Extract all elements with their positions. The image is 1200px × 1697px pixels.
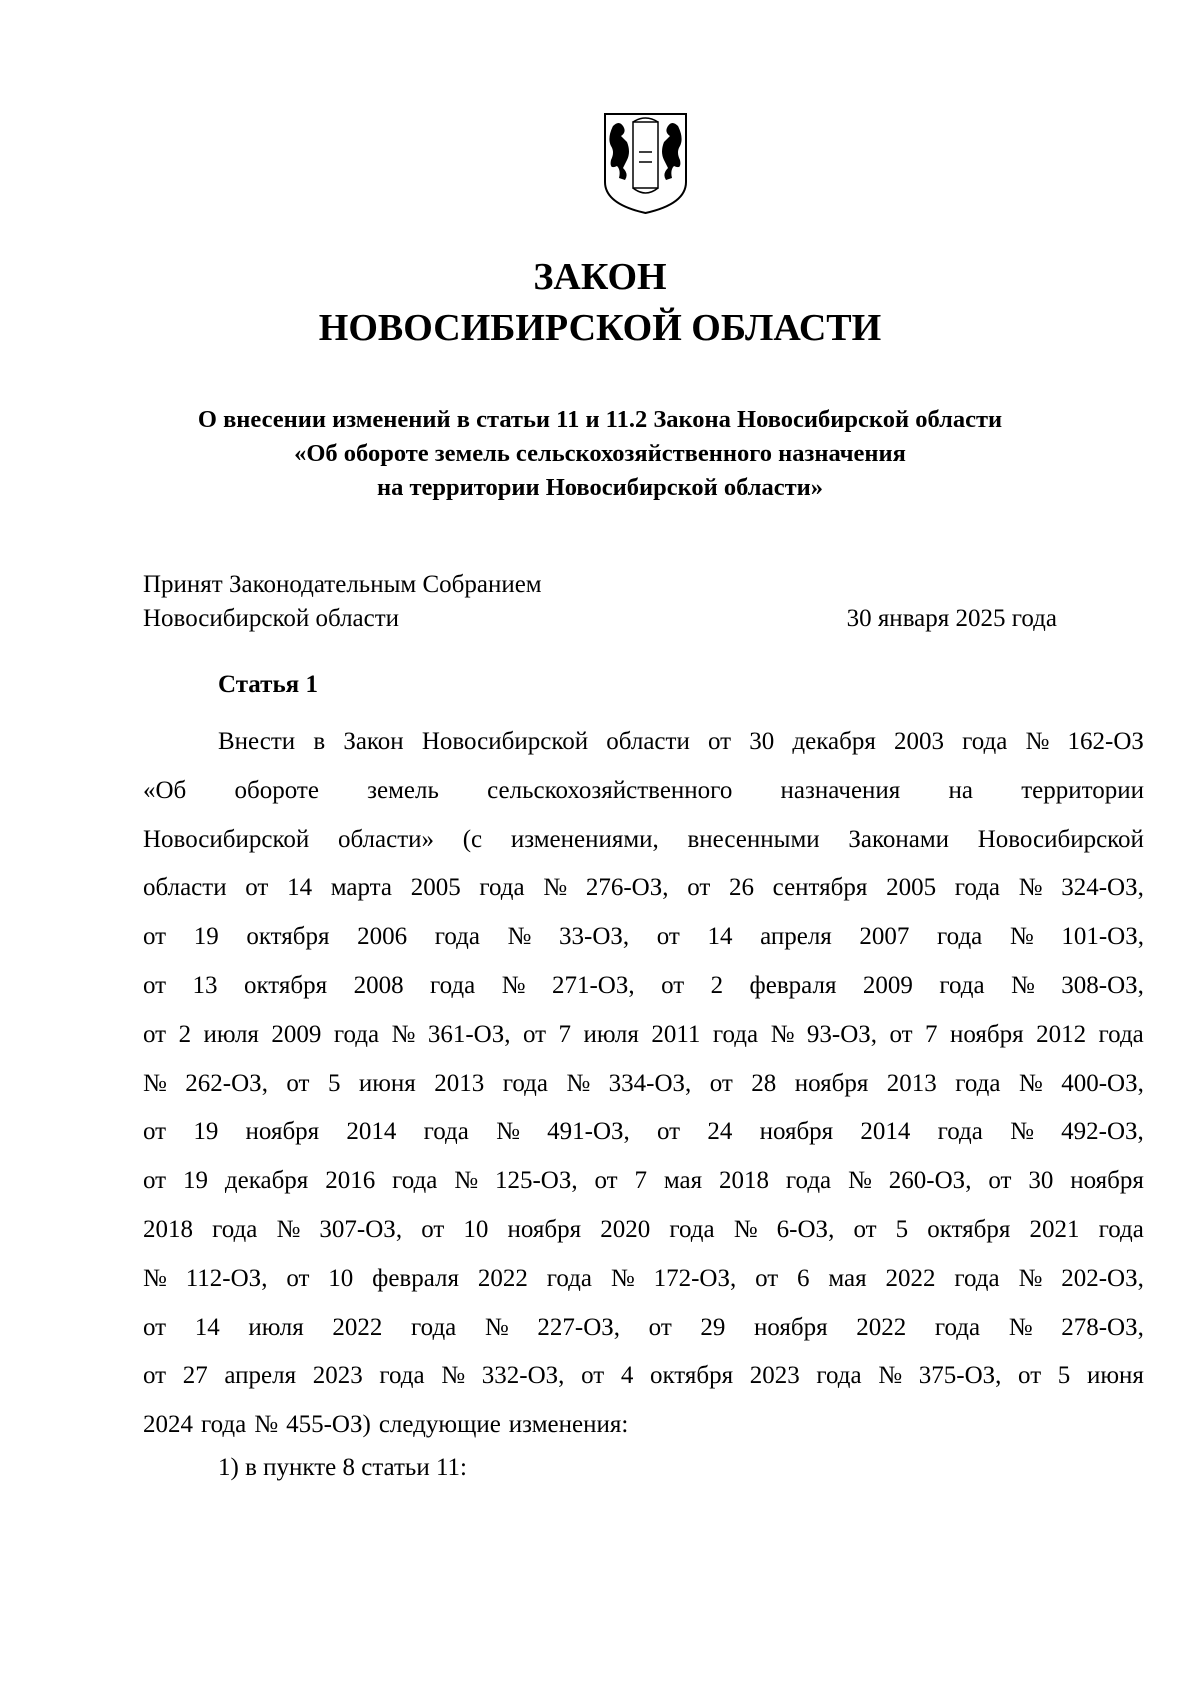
body-word: года (939, 971, 985, 999)
body-word: 24 (707, 1118, 733, 1146)
body-word: территории (1021, 776, 1144, 804)
body-word: 262-ОЗ, (185, 1069, 268, 1097)
body-word: от (143, 923, 167, 951)
body-word: от (853, 1215, 877, 1243)
body-word: года (669, 1215, 715, 1243)
body-word: от (708, 728, 732, 755)
body-word: от (656, 923, 680, 951)
body-word: № (1025, 728, 1050, 755)
body-word: 2020 (600, 1215, 651, 1243)
body-word: 2022 (856, 1313, 907, 1341)
body-word: № (143, 1264, 167, 1292)
body-word: следующие (378, 1411, 501, 1439)
body-word: от (657, 1118, 681, 1146)
body-word: 26 (728, 874, 754, 902)
body-word: от (286, 1264, 310, 1292)
body-word: года (201, 1411, 247, 1439)
body-word: 2005 (410, 874, 461, 902)
body-word: от (594, 1167, 618, 1195)
body-word: года (1098, 1020, 1144, 1048)
body-word: октября (246, 923, 330, 951)
body-word: изменения: (508, 1411, 629, 1439)
body-line (143, 1108, 1144, 1157)
body-word: 10 (463, 1215, 489, 1243)
body-word: 125-ОЗ, (494, 1167, 578, 1195)
body-word: года (379, 1362, 425, 1390)
body-word: 2012 (1036, 1020, 1087, 1048)
body-word: области (143, 874, 227, 902)
body-word: 2011 (651, 1020, 701, 1048)
body-word: 2024 (143, 1411, 193, 1439)
body-word: года (430, 971, 476, 999)
body-line (143, 1401, 1144, 1450)
body-word: обороте (234, 776, 319, 804)
body-line (143, 1011, 1144, 1060)
body-word: 2022 (332, 1313, 383, 1341)
body-word: изменениями, (510, 825, 659, 853)
body-word: 455-ОЗ) (286, 1411, 371, 1439)
body-word: года (546, 1264, 592, 1292)
body-word: № (254, 1411, 279, 1439)
body-word: 2 (710, 971, 724, 999)
body-word: земель (367, 776, 439, 804)
body-word: года (479, 874, 525, 902)
body-word: 308-ОЗ, (1061, 971, 1144, 999)
body-line (143, 913, 1144, 962)
body-word: года (423, 1118, 469, 1146)
body-word: от (143, 971, 167, 999)
body-word: 2018 (143, 1215, 193, 1243)
body-word: года (333, 1020, 380, 1048)
body-word: 492-ОЗ, (1061, 1118, 1144, 1146)
body-word: № (484, 1313, 509, 1341)
body-word: от (522, 1020, 547, 1048)
body-word: от (581, 1362, 605, 1390)
subject-line-3: на территории Новосибирской области» (376, 474, 824, 501)
body-word: 7 (634, 1167, 647, 1195)
body-word: № (507, 923, 532, 951)
adoption-date: 30 января 2025 года (846, 605, 1057, 632)
body-word: года (937, 1118, 983, 1146)
body-word: февраля (749, 971, 837, 999)
body-word: 6 (797, 1264, 810, 1292)
body-word: № (1018, 1264, 1043, 1292)
body-line (143, 1060, 1144, 1109)
body-word: 334-ОЗ, (608, 1069, 692, 1097)
body-line (143, 767, 1144, 816)
body-word: 6-ОЗ, (776, 1215, 835, 1243)
body-word: 361-ОЗ, (427, 1020, 511, 1048)
body-word: от (143, 1118, 167, 1146)
body-word: 5 (1057, 1362, 1071, 1390)
list-item-1: 1) в пункте 8 статьи 11: (218, 1454, 467, 1481)
body-word: 172-ОЗ, (653, 1264, 737, 1292)
body-word: Новосибирской (143, 825, 310, 853)
body-word: апреля (760, 923, 832, 951)
body-word: 4 (620, 1362, 634, 1390)
body-word: 2023 (749, 1362, 800, 1390)
body-word: № (496, 1118, 520, 1146)
law-title (0, 252, 1200, 354)
body-word: ноября (950, 1020, 1024, 1048)
body-word: 227-ОЗ, (537, 1313, 621, 1341)
body-word: года (411, 1313, 457, 1341)
body-word: года (816, 1362, 862, 1390)
body-word: 33-ОЗ, (559, 923, 630, 951)
body-word: 2014 (346, 1118, 397, 1146)
body-word: от (889, 1020, 913, 1048)
body-word: года (785, 1167, 832, 1195)
body-word: Новосибирской (421, 728, 589, 755)
body-line (143, 1157, 1144, 1206)
body-word: 276-ОЗ, (585, 874, 669, 902)
body-word: назначения (780, 776, 901, 804)
body-word: Новосибирской (977, 825, 1144, 853)
body-word: № (1008, 1313, 1033, 1341)
body-word: октября (927, 1215, 1011, 1243)
body-word: года (712, 1020, 759, 1048)
body-word: на (948, 776, 974, 804)
body-word: № (848, 1167, 872, 1195)
body-word: области (606, 728, 690, 755)
body-word: июня (1086, 1362, 1144, 1390)
body-word: внесенными (687, 825, 820, 853)
body-word: ноября (507, 1215, 582, 1243)
body-word: от (143, 1313, 167, 1341)
body-word: 7 (558, 1020, 572, 1048)
body-word: 332-ОЗ, (481, 1362, 565, 1390)
body-word: 2016 (325, 1167, 376, 1195)
body-word: от (1018, 1362, 1042, 1390)
body-word: 28 (751, 1069, 777, 1097)
body-word: мая (663, 1167, 703, 1195)
body-word: года (934, 1313, 981, 1341)
body-word: 14 (194, 1313, 220, 1341)
body-line (143, 1304, 1144, 1353)
body-word: 202-ОЗ, (1061, 1264, 1144, 1292)
body-word: (с (462, 825, 483, 853)
body-word: года (434, 923, 480, 951)
law-title-line-2: НОВОСИБИРСКОЙ ОБЛАСТИ (318, 307, 882, 349)
body-word: 2009 (271, 1020, 322, 1048)
body-word: 260-ОЗ, (888, 1167, 972, 1195)
body-word: № (391, 1020, 416, 1048)
coat-of-arms-emblem-icon (603, 112, 688, 215)
body-word: № (1018, 1069, 1043, 1097)
body-word: 307-ОЗ, (319, 1215, 403, 1243)
body-word: декабря (224, 1167, 309, 1195)
body-word: 2022 (885, 1264, 936, 1292)
body-word: 2008 (353, 971, 404, 999)
body-word: 7 (925, 1020, 938, 1048)
body-word: от (687, 874, 711, 902)
body-word: от (755, 1264, 779, 1292)
body-word: от (143, 1020, 167, 1048)
body-word: года (962, 728, 1008, 755)
body-word: № (1009, 923, 1034, 951)
body-line (143, 864, 1144, 913)
body-word: 2005 (886, 874, 937, 902)
body-word: 2018 (719, 1167, 770, 1195)
body-word: в (313, 728, 326, 755)
law-title-line-1: ЗАКОН (533, 256, 667, 298)
body-line (143, 962, 1144, 1011)
body-word: 2009 (862, 971, 913, 999)
body-word: 30 (1028, 1167, 1054, 1195)
body-word: мая (828, 1264, 867, 1292)
subject-line-2: «Об обороте земель сельскохозяйственного назначения (294, 440, 906, 467)
body-word: года (1098, 1215, 1144, 1243)
body-word: № (1010, 1118, 1034, 1146)
body-word: 112-ОЗ, (185, 1264, 268, 1292)
body-word: ноября (754, 1313, 828, 1341)
body-word: 400-ОЗ, (1061, 1069, 1144, 1097)
body-word: 271-ОЗ, (551, 971, 635, 999)
body-word: № (1018, 874, 1043, 902)
body-word: 5 (327, 1069, 341, 1097)
body-word: ноября (1070, 1167, 1144, 1195)
body-word: 13 (192, 971, 218, 999)
body-word: 93-ОЗ, (806, 1020, 878, 1048)
body-line (143, 1255, 1144, 1304)
body-word: года (937, 923, 983, 951)
body-word: № (543, 874, 568, 902)
body-word: ноября (245, 1118, 320, 1146)
body-word: года (954, 1264, 1000, 1292)
body-word: года (392, 1167, 438, 1195)
body-word: года (502, 1069, 548, 1097)
body-word: № (441, 1362, 466, 1390)
body-word: 2023 (312, 1362, 363, 1390)
body-word: № (770, 1020, 795, 1048)
body-word: июля (583, 1020, 639, 1048)
body-word: 19 (193, 1118, 219, 1146)
body-word: 27 (182, 1362, 208, 1390)
body-word: «Об (143, 776, 187, 804)
body-line (143, 718, 1144, 767)
body-word: октября (243, 971, 328, 999)
body-word: 2013 (434, 1069, 485, 1097)
body-word: Закон (343, 728, 404, 755)
body-word: № (454, 1167, 479, 1195)
body-word: 14 (287, 874, 313, 902)
body-word: Внести (218, 728, 296, 755)
body-word: февраля (372, 1264, 460, 1292)
body-word: декабря (792, 728, 876, 755)
body-line (143, 1352, 1144, 1401)
body-word: 29 (700, 1313, 726, 1341)
body-word: Законами (848, 825, 950, 853)
body-word: 324-ОЗ, (1061, 874, 1144, 902)
body-word: 2013 (886, 1069, 937, 1097)
body-word: 2014 (860, 1118, 911, 1146)
body-word: ноября (759, 1118, 834, 1146)
body-word: 10 (328, 1264, 354, 1292)
body-word: № (143, 1069, 167, 1097)
body-word: № (501, 971, 526, 999)
law-subject (0, 403, 1200, 505)
body-word: июля (203, 1020, 259, 1048)
body-word: от (421, 1215, 445, 1243)
body-word: 19 (193, 923, 219, 951)
body-word: 30 (749, 728, 775, 755)
body-word: марта (330, 874, 392, 902)
body-word: ноября (794, 1069, 869, 1097)
body-word: апреля (224, 1362, 297, 1390)
body-word: от (143, 1362, 167, 1390)
adopted-by-line-1: Принят Законодательным Собранием (143, 571, 542, 598)
body-word: 278-ОЗ, (1061, 1313, 1144, 1341)
body-word: июля (248, 1313, 304, 1341)
body-word: № (566, 1069, 591, 1097)
body-word: сельскохозяйственного (487, 776, 733, 804)
body-word: 2003 (893, 728, 944, 755)
body-word: от (709, 1069, 733, 1097)
body-word: 101-ОЗ, (1061, 923, 1144, 951)
body-word: 2007 (859, 923, 910, 951)
body-word: 2 (178, 1020, 192, 1048)
body-word: 2006 (357, 923, 408, 951)
body-line (143, 1206, 1144, 1255)
body-word: от (245, 874, 269, 902)
body-word: от (286, 1069, 310, 1097)
adoption-info (143, 568, 542, 636)
subject-line-1: О внесении изменений в статьи 11 и 11.2 Закона Новосибирской области (197, 406, 1003, 433)
article-heading: Статья 1 (218, 671, 318, 698)
body-line (143, 816, 1144, 865)
body-word: от (143, 1167, 167, 1195)
body-word: года (955, 1069, 1001, 1097)
body-word: 162-ОЗ (1067, 728, 1144, 755)
body-word: 14 (707, 923, 733, 951)
body-word: 19 (183, 1167, 208, 1195)
body-word: года (954, 874, 1000, 902)
body-word: 375-ОЗ, (918, 1362, 1002, 1390)
body-word: № (733, 1215, 758, 1243)
body-word: октября (649, 1362, 734, 1390)
body-word: июня (358, 1069, 416, 1097)
body-word: 2022 (477, 1264, 528, 1292)
body-word: от (661, 971, 685, 999)
adopted-by-line-2: Новосибирской области (143, 605, 400, 632)
body-word: № (878, 1362, 903, 1390)
body-word: № (276, 1215, 301, 1243)
body-word: № (1010, 971, 1035, 999)
body-word: 2021 (1029, 1215, 1080, 1243)
body-word: года (212, 1215, 258, 1243)
body-word: области» (337, 825, 435, 853)
body-word: 491-ОЗ, (547, 1118, 630, 1146)
body-word: от (988, 1167, 1012, 1195)
body-word: сентября (772, 874, 868, 902)
body-word: 5 (895, 1215, 909, 1243)
article-body (143, 718, 1144, 1450)
body-word: № (610, 1264, 635, 1292)
body-word: от (648, 1313, 672, 1341)
